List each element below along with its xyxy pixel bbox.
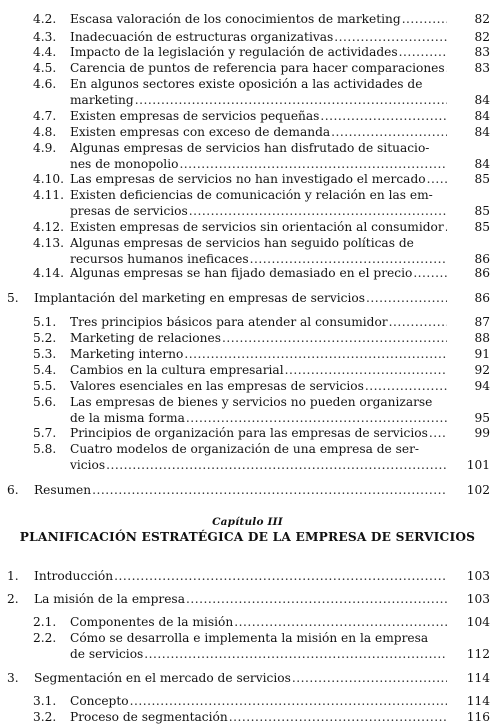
toc-entry-title: Proceso de segmentación bbox=[70, 710, 228, 724]
toc-page-number: 112 bbox=[466, 647, 490, 661]
toc-entry-title: Algunas empresas de servicios han disfrutado de situacio- bbox=[70, 141, 430, 155]
toc-entry-title: Tres principios básicos para atender al consumidor bbox=[70, 315, 388, 329]
toc-entry-number: 4.3. bbox=[33, 30, 57, 44]
toc-entry-number: 5.4. bbox=[33, 363, 57, 377]
leader-dots bbox=[228, 710, 447, 724]
toc-entry-title: Algunas empresas de servicios han seguido políticas de bbox=[70, 236, 414, 250]
leader-dots bbox=[333, 30, 447, 44]
leader-dots bbox=[113, 569, 447, 583]
leader-dots bbox=[91, 483, 447, 497]
leader-dots bbox=[233, 615, 447, 629]
toc-page-number: 103 bbox=[466, 592, 490, 606]
toc-page-number: 114 bbox=[466, 694, 490, 708]
toc-page-number: 82 bbox=[474, 12, 490, 26]
toc-entry-title: Marketing de relaciones bbox=[70, 331, 221, 345]
toc-entry-number: 5.7. bbox=[33, 426, 57, 440]
toc-entry-number: 3. bbox=[7, 671, 19, 685]
toc-page-number: 114 bbox=[466, 671, 490, 685]
toc-entry-title: presas de servicios bbox=[70, 204, 188, 218]
toc-entry-number: 5.5. bbox=[33, 379, 57, 393]
toc-entry-title: marketing bbox=[70, 93, 134, 107]
toc-entry-number: 4.10. bbox=[33, 172, 65, 186]
leader-dots bbox=[105, 458, 447, 472]
leader-dots bbox=[129, 694, 447, 708]
toc-page-number: 82 bbox=[474, 30, 490, 44]
toc-page-number: 99 bbox=[474, 426, 490, 440]
toc-page-number: 87 bbox=[474, 315, 490, 329]
leader-dots bbox=[178, 157, 447, 171]
chapter-label: Capítulo III bbox=[212, 516, 283, 528]
leader-dots bbox=[185, 411, 447, 425]
leader-dots bbox=[183, 347, 447, 361]
toc-page-number: 88 bbox=[474, 331, 490, 345]
toc-page-number: 104 bbox=[466, 615, 490, 629]
toc-entry-title: Las empresas de bienes y servicios no pueden organizarse bbox=[70, 395, 433, 409]
toc-entry-title: Cuatro modelos de organización de una empresa de ser- bbox=[70, 442, 420, 456]
toc-entry-title: Segmentación en el mercado de servicios bbox=[34, 671, 291, 685]
leader-dots bbox=[426, 172, 447, 186]
toc-entry-number: 4.11. bbox=[33, 188, 65, 202]
toc-page-number: 86 bbox=[474, 291, 490, 305]
toc-entry-title: Concepto bbox=[70, 694, 129, 708]
toc-page-number: 83 bbox=[474, 45, 490, 59]
toc-entry-title: Principios de organización para las empresas de servicios bbox=[70, 426, 428, 440]
toc-entry-number: 4.14. bbox=[33, 266, 65, 280]
toc-entry-title: Implantación del marketing en empresas de servicios bbox=[34, 291, 365, 305]
toc-page-number: 91 bbox=[474, 347, 490, 361]
toc-page-number: 86 bbox=[474, 266, 490, 280]
toc-entry-number: 3.2. bbox=[33, 710, 57, 724]
toc-page-number: 83 bbox=[474, 61, 490, 75]
leader-dots bbox=[291, 671, 447, 685]
toc-page-number: 84 bbox=[474, 157, 490, 171]
leader-dots bbox=[284, 363, 447, 377]
toc-entry-title: Existen empresas con exceso de demanda bbox=[70, 125, 331, 139]
leader-dots bbox=[401, 12, 447, 26]
toc-page-number: 84 bbox=[474, 125, 490, 139]
toc-entry-title: vicios bbox=[70, 458, 106, 472]
toc-page-number: 94 bbox=[474, 379, 490, 393]
toc-entry-title: Componentes de la misión bbox=[70, 615, 234, 629]
toc-entry-number: 4.8. bbox=[33, 125, 57, 139]
toc-entry-title: recursos humanos ineficaces bbox=[70, 252, 249, 266]
toc-entry-number: 3.1. bbox=[33, 694, 57, 708]
toc-entry-title: Inadecuación de estructuras organizativas bbox=[70, 30, 334, 44]
toc-entry-title: Algunas empresas se han fijado demasiado en el precio bbox=[70, 266, 413, 280]
toc-page-number: 86 bbox=[474, 252, 490, 266]
toc-entry-number: 2. bbox=[7, 592, 19, 606]
toc-page-number: 84 bbox=[474, 93, 490, 107]
toc-page-number: 84 bbox=[474, 109, 490, 123]
toc-entry-title: nes de monopolio bbox=[70, 157, 179, 171]
leader-dots bbox=[444, 220, 447, 234]
toc-entry-number: 5.2. bbox=[33, 331, 57, 345]
leader-dots bbox=[388, 315, 447, 329]
toc-entry-number: 5.6. bbox=[33, 395, 57, 409]
leader-dots bbox=[188, 204, 447, 218]
toc-page-number: 85 bbox=[474, 172, 490, 186]
toc-entry-number: 5.8. bbox=[33, 442, 57, 456]
leader-dots bbox=[398, 45, 447, 59]
toc-entry-title: Impacto de la legislación y regulación de actividades bbox=[70, 45, 398, 59]
toc-entry-number: 4.6. bbox=[33, 77, 57, 91]
toc-entry-number: 4.13. bbox=[33, 236, 65, 250]
toc-entry-number: 4.7. bbox=[33, 109, 57, 123]
toc-entry-number: 1. bbox=[7, 569, 19, 583]
toc-entry-title: Escasa valoración de los conocimientos de marketing bbox=[70, 12, 401, 26]
toc-page-number: 92 bbox=[474, 363, 490, 377]
chapter-title: PLANIFICACIÓN ESTRATÉGICA DE LA EMPRESA DE SERVICIOS bbox=[19, 530, 476, 544]
toc-entry-number: 2.1. bbox=[33, 615, 57, 629]
leader-dots bbox=[412, 266, 447, 280]
toc-entry-title: Carencia de puntos de referencia para hacer comparaciones bbox=[70, 61, 445, 75]
toc-entry-title: de la misma forma bbox=[70, 411, 185, 425]
toc-entry-number: 4.4. bbox=[33, 45, 57, 59]
toc-page-number: 95 bbox=[474, 411, 490, 425]
leader-dots bbox=[445, 61, 447, 75]
toc-entry-number: 4.2. bbox=[33, 12, 57, 26]
toc-entry-number: 4.5. bbox=[33, 61, 57, 75]
toc-entry-title: Cómo se desarrolla e implementa la misión en la empresa bbox=[70, 631, 429, 645]
toc-entry-number: 2.2. bbox=[33, 631, 57, 645]
toc-entry-number: 4.12. bbox=[33, 220, 65, 234]
toc-entry-title: Resumen bbox=[34, 483, 92, 497]
toc-entry-number: 5.3. bbox=[33, 347, 57, 361]
toc-entry-number: 5. bbox=[7, 291, 19, 305]
toc-entry-title: En algunos sectores existe oposición a las actividades de bbox=[70, 77, 423, 91]
toc-page-number: 101 bbox=[466, 458, 490, 472]
leader-dots bbox=[221, 331, 447, 345]
toc-entry-title: Existen deficiencias de comunicación y relación en las em- bbox=[70, 188, 433, 202]
leader-dots bbox=[143, 647, 447, 661]
toc-entry-title: Marketing interno bbox=[70, 347, 184, 361]
toc-entry-title: La misión de la empresa bbox=[34, 592, 185, 606]
leader-dots bbox=[134, 93, 447, 107]
toc-entry-title: Valores esenciales en las empresas de servicios bbox=[70, 379, 364, 393]
toc-page-number: 116 bbox=[466, 710, 490, 724]
toc-entry-title: Las empresas de servicios no han investigado el mercado bbox=[70, 172, 426, 186]
leader-dots bbox=[185, 592, 447, 606]
toc-entry-title: Existen empresas de servicios pequeñas bbox=[70, 109, 320, 123]
leader-dots bbox=[319, 109, 447, 123]
toc-entry-number: 5.1. bbox=[33, 315, 57, 329]
leader-dots bbox=[330, 125, 447, 139]
toc-entry-title: de servicios bbox=[70, 647, 144, 661]
toc-page-number: 85 bbox=[474, 220, 490, 234]
toc-page-number: 103 bbox=[466, 569, 490, 583]
leader-dots bbox=[249, 252, 447, 266]
toc-entry-title: Cambios en la cultura empresarial bbox=[70, 363, 284, 377]
toc-page-number: 102 bbox=[466, 483, 490, 497]
toc-entry-number: 6. bbox=[7, 483, 19, 497]
leader-dots bbox=[428, 426, 447, 440]
leader-dots bbox=[365, 291, 447, 305]
toc-page-number: 85 bbox=[474, 204, 490, 218]
toc-entry-number: 4.9. bbox=[33, 141, 57, 155]
leader-dots bbox=[364, 379, 447, 393]
toc-entry-title: Existen empresas de servicios sin orientación al consumidor bbox=[70, 220, 444, 234]
toc-entry-title: Introducción bbox=[34, 569, 114, 583]
